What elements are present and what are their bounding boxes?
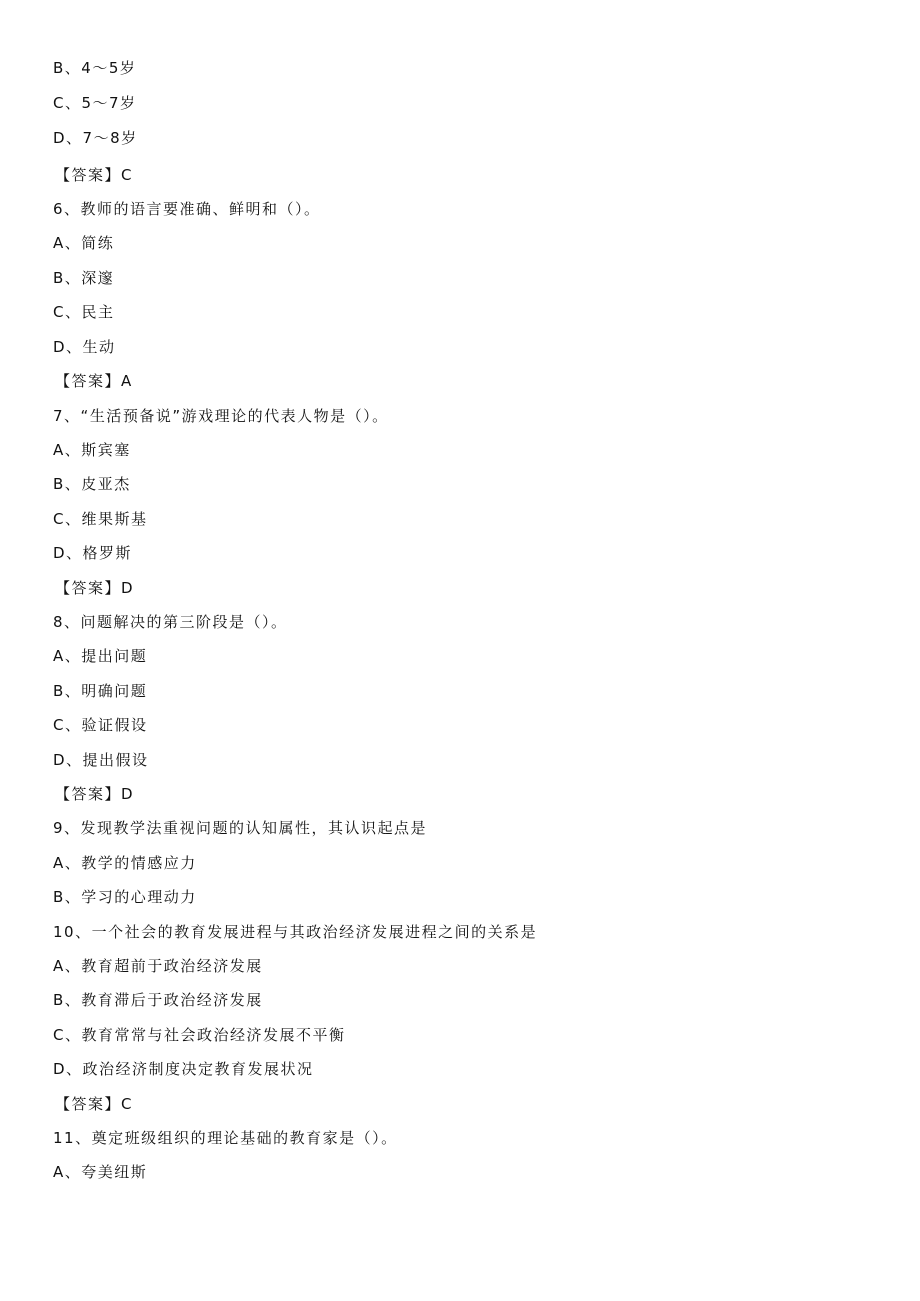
option-line: B、明确问题 — [53, 682, 148, 700]
option-line: D、提出假设 — [53, 751, 149, 769]
option-line: B、皮亚杰 — [53, 475, 131, 493]
option-line: B、深邃 — [53, 269, 115, 287]
option-line: C、教育常常与社会政治经济发展不平衡 — [53, 1026, 346, 1044]
question-line: 9、发现教学法重视问题的认知属性，其认识起点是 — [53, 819, 428, 837]
answer-line: 【答案】D — [55, 785, 135, 803]
option-line: D、7～8岁 — [53, 129, 138, 147]
question-line: 6、教师的语言要准确、鲜明和（）。 — [53, 200, 321, 218]
option-line: B、教育滞后于政治经济发展 — [53, 991, 263, 1009]
question-line: 8、问题解决的第三阶段是（）。 — [53, 613, 288, 631]
option-line: C、民主 — [53, 303, 115, 321]
option-line: A、教育超前于政治经济发展 — [53, 957, 263, 975]
answer-line: 【答案】D — [55, 579, 135, 597]
option-line: D、生动 — [53, 338, 116, 356]
option-line: A、简练 — [53, 234, 115, 252]
option-line: C、维果斯基 — [53, 510, 148, 528]
option-line: A、教学的情感应力 — [53, 854, 197, 872]
option-line: D、格罗斯 — [53, 544, 133, 562]
answer-line: 【答案】A — [55, 372, 133, 390]
question-line: 11、奠定班级组织的理论基础的教育家是（）。 — [53, 1129, 398, 1147]
question-line: 10、一个社会的教育发展进程与其政治经济发展进程之间的关系是 — [53, 923, 538, 941]
option-line: A、夸美纽斯 — [53, 1163, 148, 1181]
answer-line: 【答案】C — [55, 1095, 133, 1113]
option-line: C、5～7岁 — [53, 94, 137, 112]
option-line: A、提出问题 — [53, 647, 148, 665]
option-line: A、斯宾塞 — [53, 441, 131, 459]
option-line: B、4～5岁 — [53, 59, 137, 77]
option-line: D、政治经济制度决定教育发展状况 — [53, 1060, 314, 1078]
option-line: B、学习的心理动力 — [53, 888, 197, 906]
option-line: C、验证假设 — [53, 716, 148, 734]
question-line: 7、“生活预备说”游戏理论的代表人物是（）。 — [53, 407, 389, 425]
answer-line: 【答案】C — [55, 166, 133, 184]
